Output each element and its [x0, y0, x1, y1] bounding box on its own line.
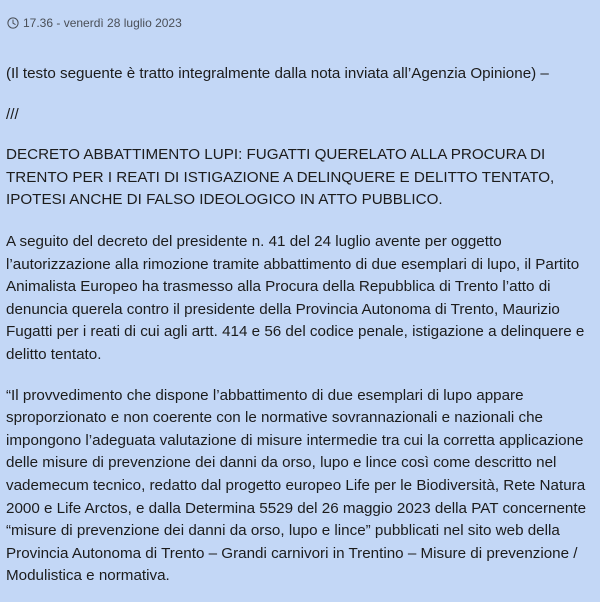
post-timestamp: 17.36 - venerdì 28 luglio 2023: [23, 16, 182, 30]
article-paragraph-1: A seguito del decreto del presidente n. 41 del 24 luglio avente per oggetto l’autorizzazione alla rimozione tramite abbattimento di due esemplari di lupo, il Partito Animalista Europeo ha trasmesso alla Procura della Repubblica di Trento l’atto di denuncia querela contro il presidente della Provincia Autonoma di Trento, Maurizio Fugatti per i reati di cui agli artt. 414 e 56 del codice penale, istigazione a delinquere e delitto tentato.: [6, 232, 585, 363]
article-separator: ///: [6, 105, 19, 123]
post-meta: [7, 14, 594, 32]
article-intro: (Il testo seguente è tratto integralmente dalla nota inviata all’Agenzia Opinione) –: [6, 65, 549, 82]
article-body: [6, 63, 594, 588]
clock-icon: [7, 17, 19, 29]
article-paragraph-2: “Il provvedimento che dispone l’abbattimento di due esemplari di lupo appare sproporzionato e non coerente con le normative sovrannazionali e nazionali che impongono l’adeguata valutazione di misure intermedie tra cui la corretta applicazione delle misure di prevenzione dei danni da orso, lupo e lince così come descritto nel vademecum tecnico, redatto dal progetto europeo Life per le Biodiversità, Rete Natura 2000 e Life Arctos, e dalla Determina 5529 del 26 maggio 2023 della PAT concernente “misure di prevenzione dei danni da orso, lupo e lince” pubblicati nel sito web della Provincia Autonoma di Trento – Grandi carnivori in Trentino – Misure di prevenzione / Modulistica e normativa.: [6, 386, 587, 585]
article-headline: DECRETO ABBATTIMENTO LUPI: FUGATTI QUERELATO ALLA PROCURA DI TRENTO PER I REATI DI ISTIGAZIONE A DELINQUERE E DELITTO TENTATO, IPOTESI ANCHE DI FALSO IDEOLOGICO IN ATTO PUBBLICO.: [6, 146, 555, 209]
